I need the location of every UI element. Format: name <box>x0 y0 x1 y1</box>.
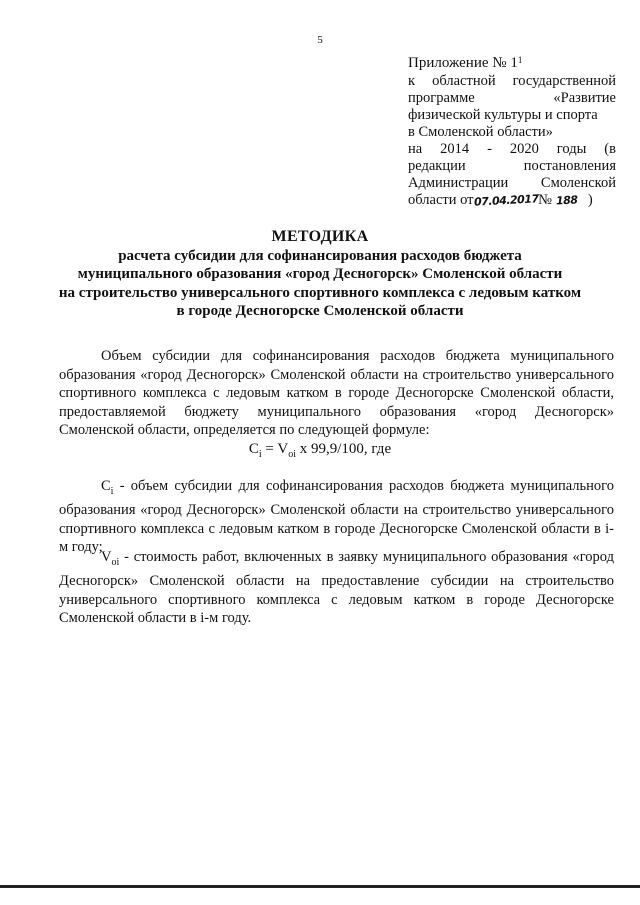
appendix-date-prefix: области от <box>408 192 474 208</box>
heading-line-3: на строительство универсального спортивного комплекса с ледовым катком <box>58 284 582 301</box>
heading-line-1: расчета субсидии для софинансирования расходов бюджета <box>118 247 522 264</box>
ci-symbol: C <box>101 478 111 494</box>
appendix-line-3: физической культуры и спорта <box>408 107 598 123</box>
ci-text: - объем субсидии для софинансирования расходов бюджета муниципального образования «город Десногорск» Смоленской области на строительство универсального спортивного комплекса с ледовым катком в городе Десногорске Смоленской области в i-м году; <box>59 478 614 556</box>
appendix-number-sign: № <box>538 192 552 208</box>
appendix-title <box>408 55 616 72</box>
formula-eq: = V <box>261 441 289 457</box>
formula <box>0 441 640 460</box>
appendix-line-2 <box>408 90 616 107</box>
appendix-word: редакции <box>408 158 466 174</box>
appendix-word: Смоленской <box>540 175 616 191</box>
appendix-close-paren: ) <box>587 192 593 208</box>
appendix-word: программе <box>408 90 475 106</box>
appendix-word: (в <box>604 141 616 157</box>
appendix-block <box>408 55 616 209</box>
document-title: МЕТОДИКА <box>271 228 369 245</box>
appendix-word: к <box>408 73 416 89</box>
voi-text: - стоимость работ, включенных в заявку муниципального образования «город Десногорск» Смоленской области на предоставление субсидии на строительство универсального спортивного комплекса с ледовым катком в городе Десногорске Смоленской области в i-м году. <box>59 549 614 627</box>
paragraph-voi-definition <box>59 548 614 628</box>
handwritten-date: 07.04.2017 <box>473 192 539 209</box>
appendix-word: на <box>408 141 423 157</box>
appendix-title-text: Приложение № 1 <box>408 55 518 71</box>
page-number: 5 <box>317 34 323 46</box>
page-bottom-border <box>0 885 640 888</box>
heading-line-2: муниципального образования «город Десногорск» Смоленской области <box>77 266 563 282</box>
voi-symbol: V <box>101 549 112 565</box>
appendix-line-4: в Смоленской области» <box>408 124 553 140</box>
document-heading <box>40 228 600 321</box>
paragraph-ci-definition <box>59 477 614 557</box>
formula-v-sub: oi <box>288 449 296 460</box>
voi-sub: oi <box>111 556 120 568</box>
paragraph-intro: Объем субсидии для софинансирования расходов бюджета муниципального образования «город Десногорск» Смоленской области на строительство универсального спортивного комплекса с ледовым катком в городе Десногорске Смоленской области, предоставляемой бюджету муниципального образования «город Десногорск» Смоленской области, определяется по следующей формуле: <box>59 348 614 438</box>
appendix-word: 2020 <box>509 141 539 157</box>
appendix-word: - <box>487 141 492 157</box>
heading-line-4: в городе Десногорске Смоленской области <box>176 303 464 319</box>
ci-sub: i <box>110 485 114 497</box>
appendix-word: постановления <box>523 158 616 174</box>
appendix-word: областной <box>432 73 496 89</box>
appendix-title-sup: 1 <box>517 55 523 65</box>
formula-c-sub: i <box>258 449 262 460</box>
appendix-word: государственной <box>512 73 616 89</box>
appendix-line-1 <box>408 73 616 90</box>
formula-c: C <box>248 441 259 457</box>
appendix-word: 2014 <box>440 141 470 157</box>
handwritten-number: 188 <box>555 193 578 208</box>
appendix-line-6 <box>408 158 616 175</box>
appendix-word: годы <box>556 141 587 157</box>
formula-rest: x 99,9/100, где <box>295 441 392 457</box>
appendix-line-7 <box>408 175 616 192</box>
appendix-line-8 <box>408 192 616 209</box>
appendix-word: «Развитие <box>553 90 616 106</box>
appendix-line-5 <box>408 141 616 158</box>
appendix-word: Администрации <box>408 175 509 191</box>
